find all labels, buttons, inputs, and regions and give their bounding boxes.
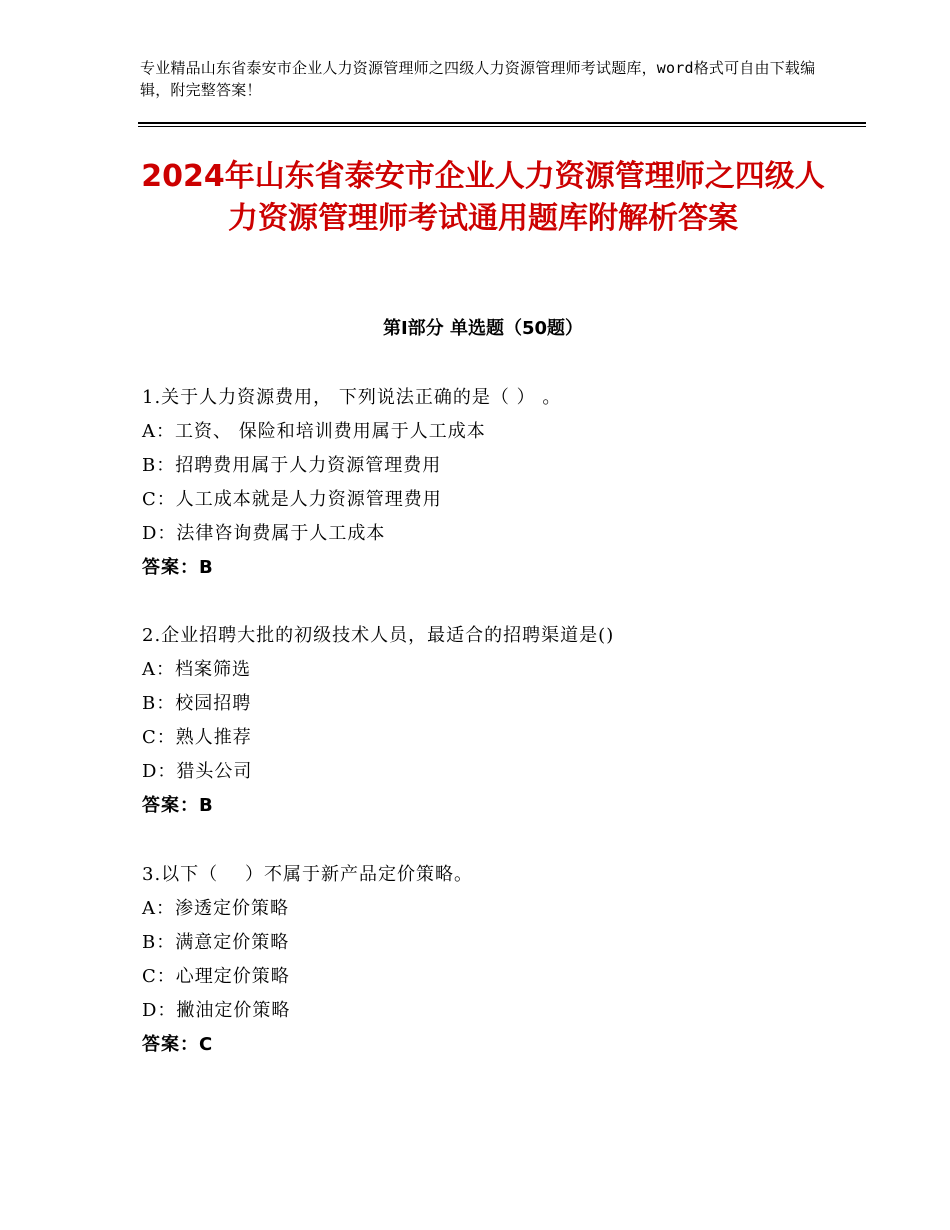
option-a: A：渗透定价策略 [142, 898, 289, 919]
option-c: C：人工成本就是人力资源管理费用 [142, 489, 442, 510]
option-d: D：法律咨询费属于人工成本 [142, 523, 386, 544]
answer: 答案：B [142, 795, 214, 816]
option-d: D：撇油定价策略 [142, 1000, 291, 1021]
option-a: A：工资、 保险和培训费用属于人工成本 [142, 421, 486, 442]
question-3 [142, 858, 842, 1062]
question-stem: 2.企业招聘大批的初级技术人员，最适合的招聘渠道是() [142, 625, 615, 646]
option-c: C：熟人推荐 [142, 727, 252, 748]
question-stem: 1.关于人力资源费用， 下列说法正确的是（ ） 。 [142, 387, 562, 408]
option-b: B：招聘费用属于人力资源管理费用 [142, 455, 442, 476]
option-a: A：档案筛选 [142, 659, 251, 680]
document-title: 2024年山东省泰安市企业人力资源管理师之四级人力资源管理师考试通用题库附解析答案 [141, 159, 825, 236]
option-c: C：心理定价策略 [142, 966, 290, 987]
header-note: 专业精品山东省泰安市企业人力资源管理师之四级人力资源管理师考试题库，word格式可自由下载编辑，附完整答案！ [140, 59, 816, 99]
question-stem: 3.以下（ ）不属于新产品定价策略。 [142, 864, 474, 885]
header-divider-thin [138, 126, 866, 127]
question-2 [142, 619, 842, 823]
answer: 答案：B [142, 557, 214, 578]
option-b: B：满意定价策略 [142, 932, 290, 953]
option-b: B：校园招聘 [142, 693, 252, 714]
option-d: D：猎头公司 [142, 761, 253, 782]
header-divider-thick [138, 122, 866, 124]
section-title: 第Ⅰ部分 单选题（50题） [382, 318, 583, 339]
answer: 答案：C [142, 1034, 214, 1055]
question-1 [142, 381, 842, 585]
